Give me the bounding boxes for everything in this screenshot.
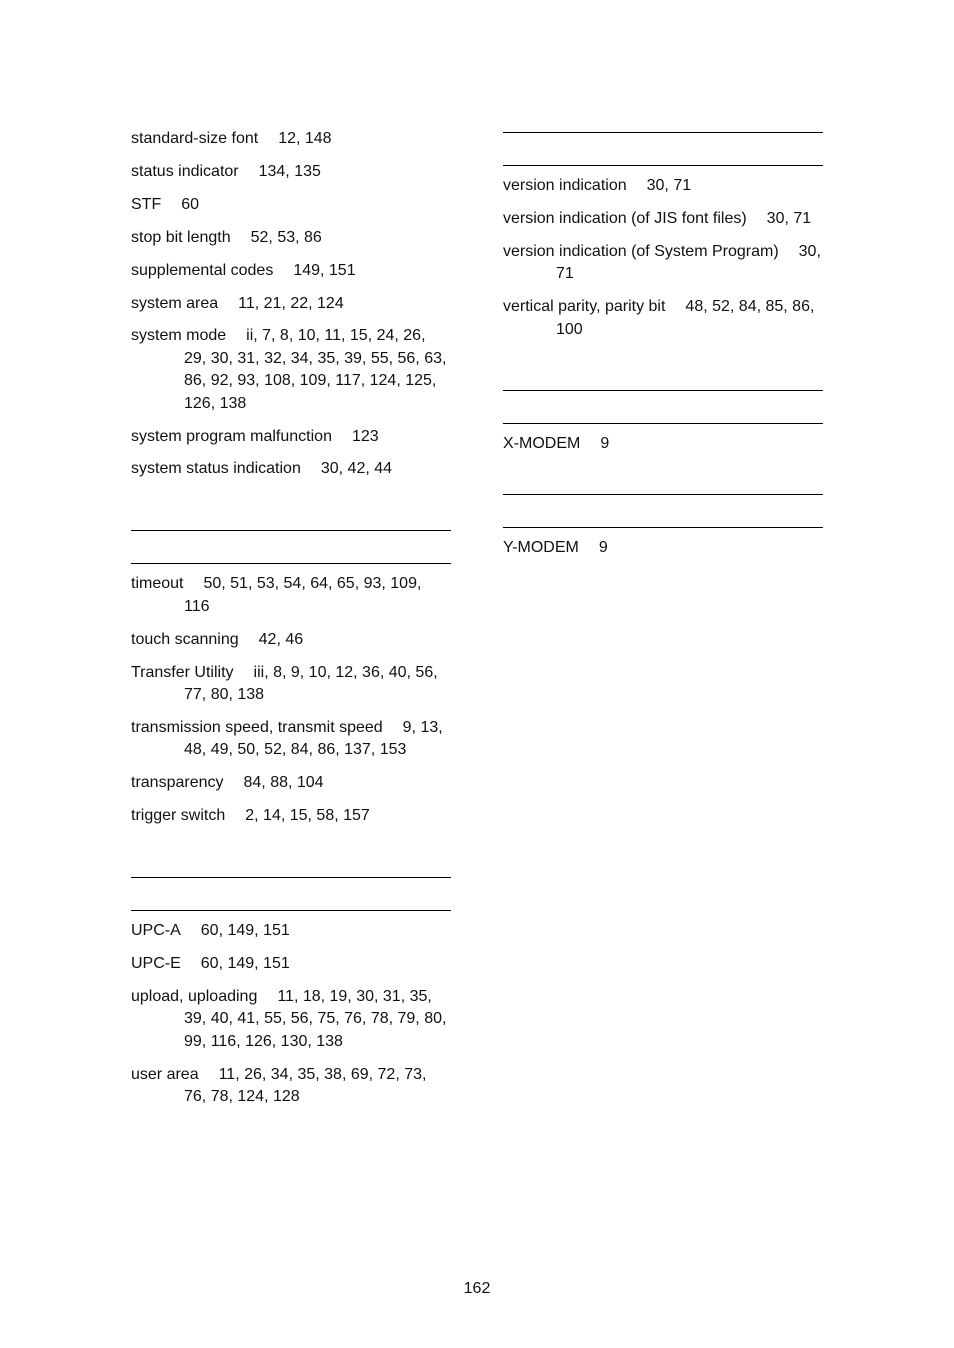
- divider-line: [503, 132, 823, 133]
- index-section-t: [131, 573, 451, 827]
- index-entry: version indication 30, 71: [503, 177, 692, 194]
- index-section-v: [503, 175, 823, 341]
- divider-line: [131, 910, 451, 911]
- index-entry: vertical parity, parity bit 48, 52, 84, 85, 86, 100: [503, 298, 815, 338]
- index-entry: UPC-A 60, 149, 151: [131, 922, 290, 940]
- index-entry: user area 11, 26, 34, 35, 38, 69, 72, 73, 76, 78, 124, 128: [131, 1065, 427, 1105]
- index-entry: standard-size font 12, 148: [131, 130, 332, 147]
- index-entry: Y-MODEM 9: [503, 539, 608, 557]
- index-entry: version indication (of System Program) 30, 71: [503, 242, 821, 283]
- index-entry: trigger switch 2, 14, 15, 58, 157: [131, 807, 370, 825]
- section-divider: [503, 390, 823, 424]
- section-divider: [131, 530, 451, 564]
- section-divider: [503, 494, 823, 528]
- divider-line: [503, 165, 823, 166]
- index-entry: system program malfunction 123: [131, 427, 379, 445]
- index-entry: version indication (of JIS font files) 30, 71: [503, 209, 812, 227]
- index-entry: supplemental codes 149, 151: [131, 261, 356, 279]
- divider-line: [131, 877, 451, 878]
- divider-line: [503, 527, 823, 528]
- index-entry: stop bit length 52, 53, 86: [131, 228, 322, 246]
- section-divider: [131, 877, 451, 911]
- divider-line: [131, 563, 451, 564]
- index-entry: system status indication 30, 42, 44: [131, 460, 393, 478]
- index-column-right: [503, 120, 823, 570]
- divider-line: [503, 494, 823, 495]
- divider-line: [131, 530, 451, 531]
- index-entry: STF 60: [131, 195, 200, 213]
- index-entry: touch scanning 42, 46: [131, 630, 304, 648]
- index-section-s: [131, 128, 451, 481]
- section-divider: [503, 132, 823, 166]
- index-entry: status indicator 134, 135: [131, 162, 321, 180]
- index-entry: transparency 84, 88, 104: [131, 774, 324, 792]
- index-entry: upload, uploading 11, 18, 19, 30, 31, 35, 39, 40, 41, 55, 56, 75, 76, 78, 79, 80, 99, 116, 126, 130, 138: [131, 987, 447, 1050]
- index-section-x: [503, 433, 823, 455]
- index-entry: UPC-E 60, 149, 151: [131, 954, 290, 972]
- index-entry: timeout 50, 51, 53, 54, 64, 65, 93, 109, 116: [131, 575, 422, 615]
- index-column-left: [131, 128, 451, 1119]
- index-entry: Transfer Utility iii, 8, 9, 10, 12, 36, 40, 56, 77, 80, 138: [131, 663, 438, 703]
- index-entry: X-MODEM 9: [503, 435, 610, 453]
- index-section-u: [131, 920, 451, 1108]
- index-section-y: [503, 537, 823, 559]
- index-entry: system area 11, 21, 22, 124: [131, 294, 344, 312]
- index-entry: system mode ii, 7, 8, 10, 11, 15, 24, 26, 29, 30, 31, 32, 34, 35, 39, 55, 56, 63, 86, 92, 93, 108, 109, 117, 124, 125, 126, 138: [131, 327, 447, 412]
- page-number: 162: [463, 1280, 491, 1297]
- divider-line: [503, 423, 823, 424]
- index-entry: transmission speed, transmit speed 9, 13, 48, 49, 50, 52, 84, 86, 137, 153: [131, 718, 443, 759]
- divider-line: [503, 390, 823, 391]
